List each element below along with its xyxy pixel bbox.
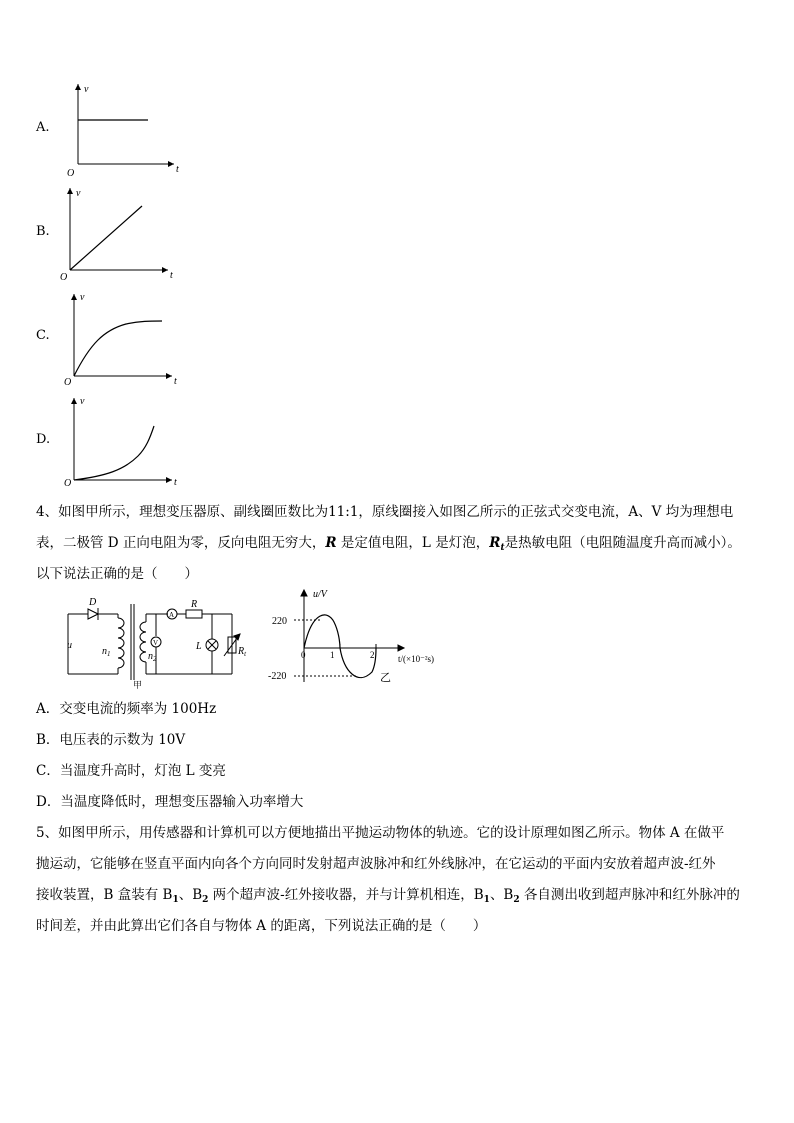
velocity-time-graph bbox=[62, 288, 212, 386]
diode-label: D bbox=[89, 597, 97, 608]
velocity-time-graph bbox=[58, 186, 208, 282]
q4-stem-line-1: 4、如图甲所示，理想变压器原、副线圈匝数比为11:1，原线圈接入如图乙所示的正弦式交变电流，A、V 均为理想电 bbox=[36, 504, 734, 520]
q4-option-c: C．当温度升高时，灯泡 L 变亮 bbox=[36, 763, 226, 779]
symbol-r: R bbox=[325, 535, 337, 551]
y-axis-label: v bbox=[76, 188, 81, 199]
origin-label: O bbox=[64, 377, 72, 386]
thermistor-label bbox=[237, 646, 247, 658]
option-graph-c bbox=[36, 288, 196, 386]
text-span: n bbox=[148, 651, 153, 662]
source-label: u bbox=[67, 640, 72, 651]
y-max-label: 220 bbox=[272, 616, 287, 627]
y-axis-label: v bbox=[80, 396, 85, 407]
sinusoidal-voltage-graph bbox=[264, 586, 454, 686]
origin-label: O bbox=[64, 478, 72, 486]
figure-caption: 甲 bbox=[133, 680, 143, 690]
origin-label: 0 bbox=[301, 650, 306, 660]
option-label: A. bbox=[36, 120, 50, 135]
q4-stem-line-2 bbox=[36, 531, 741, 553]
option-label: B. bbox=[36, 224, 50, 239]
text-span: 表，二极管 D 正向电阻为零，反向电阻无穷大， bbox=[36, 535, 326, 551]
text-span: 、B bbox=[178, 887, 203, 903]
q4-stem-line-3: 以下说法正确的是（ ） bbox=[36, 566, 198, 582]
q5-stem-line-3 bbox=[36, 883, 740, 905]
symbol-rt bbox=[489, 535, 504, 551]
x-axis-label: t/(×10⁻²s) bbox=[398, 654, 435, 664]
y-min-label: -220 bbox=[268, 671, 287, 682]
option-graph-a bbox=[36, 82, 196, 180]
text-span: 接收装置，B 盒装有 B bbox=[36, 887, 173, 903]
x-axis-label: t bbox=[176, 164, 179, 175]
n1-label bbox=[102, 646, 111, 658]
q4-option-b: B．电压表的示数为 10V bbox=[36, 732, 186, 748]
option-label: C. bbox=[36, 328, 50, 343]
resistor-label: R bbox=[191, 599, 198, 610]
x-axis-label: t bbox=[170, 270, 173, 281]
text-span: R bbox=[489, 535, 501, 551]
ammeter-label: A bbox=[169, 611, 175, 619]
subscript: 1 bbox=[107, 650, 111, 658]
text-span: R bbox=[238, 646, 245, 657]
y-axis-label: u/V bbox=[313, 589, 327, 600]
y-axis-label: v bbox=[84, 84, 89, 95]
transformer-circuit-diagram bbox=[62, 594, 248, 690]
x-axis-label: t bbox=[174, 477, 177, 486]
figure-caption: 乙 bbox=[380, 672, 391, 684]
lamp-label: L bbox=[196, 641, 202, 652]
velocity-time-graph bbox=[62, 392, 212, 486]
text-span: 各自测出收到超声脉冲和红外脉冲的 bbox=[519, 887, 740, 903]
subscript: 1 bbox=[483, 895, 490, 905]
option-graph-d bbox=[36, 392, 196, 486]
tick-label: 2 bbox=[370, 650, 375, 660]
voltmeter-label: V bbox=[153, 639, 159, 647]
text-span: n bbox=[102, 646, 107, 657]
subscript: 2 bbox=[153, 655, 157, 663]
option-label: D. bbox=[36, 432, 51, 447]
q5-stem-line-2: 抛运动，它能够在竖直平面内向各个方向同时发射超声波脉冲和红外线脉冲，在它运动的平面内安放着超声波-红外 bbox=[36, 856, 716, 872]
q4-option-d: D．当温度降低时，理想变压器输入功率增大 bbox=[36, 794, 304, 810]
tick-label: 1 bbox=[330, 650, 335, 660]
subscript: t bbox=[500, 543, 505, 553]
text-span: 是定值电阻，L 是灯泡， bbox=[336, 535, 490, 551]
text-span: 两个超声波-红外接收器，并与计算机相连，B bbox=[208, 887, 484, 903]
x-axis-label: t bbox=[174, 376, 177, 386]
subscript: 2 bbox=[513, 895, 520, 905]
subscript: 2 bbox=[202, 895, 209, 905]
option-graph-b bbox=[36, 186, 196, 282]
q5-stem-line-1: 5、如图甲所示，用传感器和计算机可以方便地描出平抛运动物体的轨迹。它的设计原理如图乙所示。物体 A 在做平 bbox=[36, 825, 725, 841]
subscript: 1 bbox=[172, 895, 179, 905]
subscript: t bbox=[244, 650, 247, 658]
q4-option-a: A．交变电流的频率为 100Hz bbox=[36, 701, 217, 717]
origin-label: O bbox=[60, 272, 68, 282]
y-axis-label: v bbox=[80, 292, 85, 303]
q5-stem-line-4: 时间差，并由此算出它们各自与物体 A 的距离，下列说法正确的是（ ） bbox=[36, 918, 487, 934]
text-span: 、B bbox=[489, 887, 514, 903]
velocity-time-graph bbox=[64, 82, 214, 180]
text-span: 是热敏电阻（电阻随温度升高而减小）。 bbox=[504, 535, 741, 551]
origin-label: O bbox=[67, 168, 75, 179]
